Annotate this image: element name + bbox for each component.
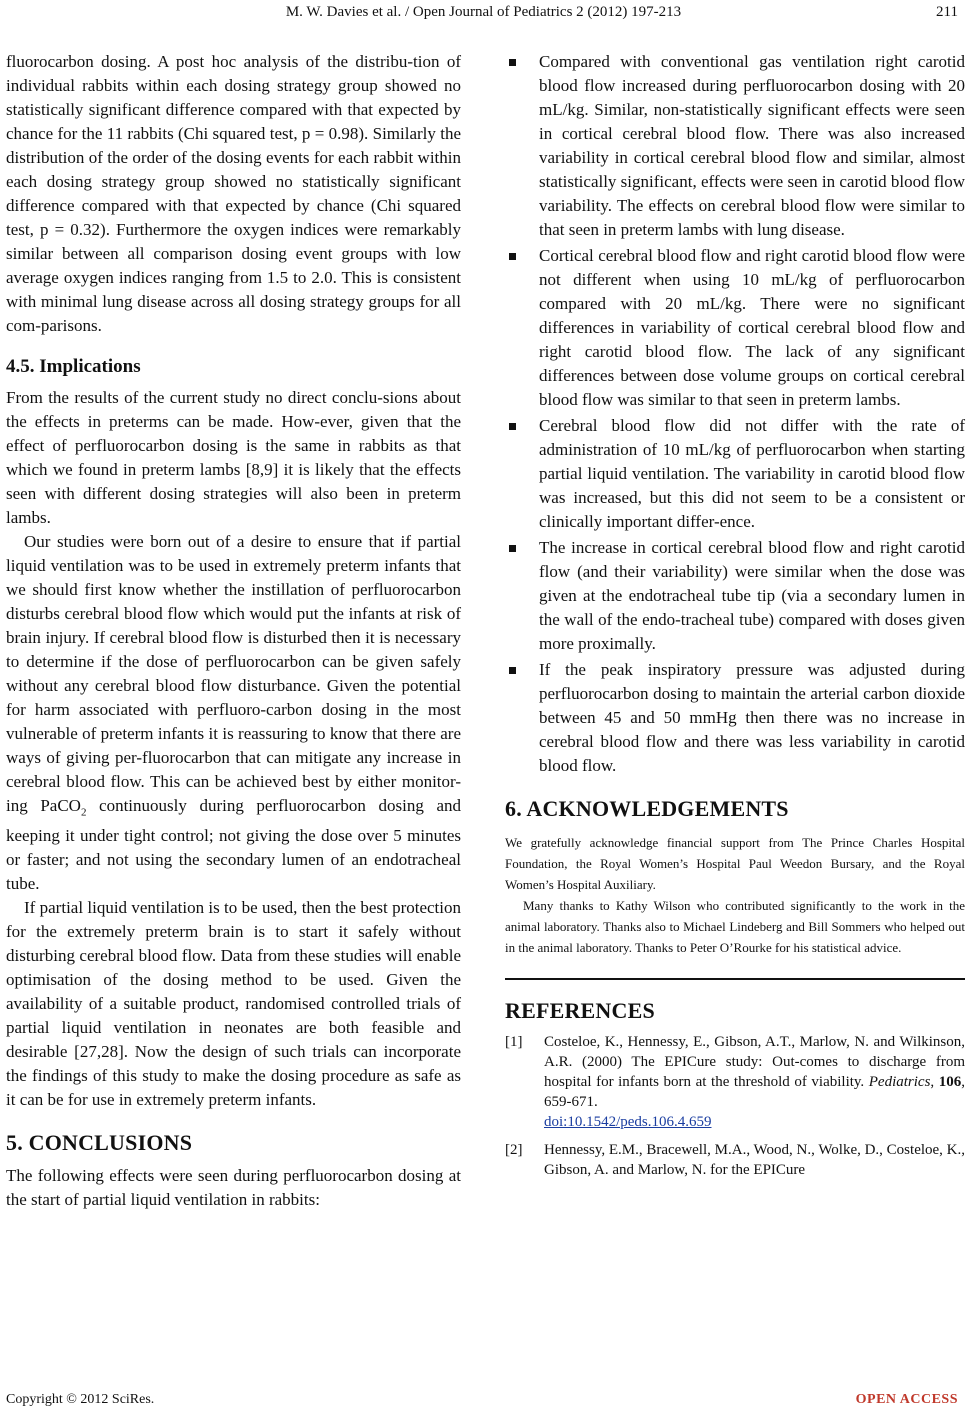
list-item xyxy=(505,414,965,534)
page-footer xyxy=(0,1390,967,1414)
section-heading-references: REFERENCES xyxy=(505,998,655,1023)
list-item xyxy=(505,658,965,778)
reference-number: [2] xyxy=(505,1142,523,1158)
reference-text: Costeloe, K., Hennessy, E., Gibson, A.T., Marlow, N. and Wilkinson, A.R. (2000) The EPICure study: Out-comes to discharge from hospital for infants born at the threshold of viability. xyxy=(544,1034,965,1090)
list-item xyxy=(505,50,965,242)
divider xyxy=(505,978,965,980)
reference-number: [1] xyxy=(505,1034,523,1050)
paragraph xyxy=(6,530,461,896)
square-bullet-icon xyxy=(509,545,516,552)
square-bullet-icon xyxy=(509,59,516,66)
reference-text: Hennessy, E.M., Bracewell, M.A., Wood, N., Wolke, D., Costeloe, K., Gibson, A. and Marlow, N. for the EPICure xyxy=(544,1142,966,1178)
list-item xyxy=(505,536,965,656)
list-item-text: Cortical cerebral blood flow and right carotid blood flow were not different when using 10 mL/kg of perfluorocarbon compared with 20 mL/kg. There were no significant differences in variability of cortical cerebral blood flow and right carotid blood flow. The lack of any significant differences between dose volume groups on cortical cerebral blood flow was similar to that seen in preterm lambs. xyxy=(539,246,965,409)
paragraph: The following effects were seen during perfluorocarbon dosing at the start of partial liquid ventilation in rabbits: xyxy=(6,1166,461,1210)
list-item-text: Cerebral blood flow did not differ with the rate of administration of 10 mL/kg of perfluorocarbon when starting partial liquid ventilation. The variability in carotid blood flow was increased, but this did not seem to be a consistent or clinically important differ-ence. xyxy=(539,416,965,531)
section-heading-conclusions: 5. CONCLUSIONS xyxy=(6,1130,193,1156)
conclusions-list xyxy=(505,50,965,778)
volume-number: 106 xyxy=(938,1074,962,1090)
reference-item xyxy=(505,1032,965,1132)
text-run: continuously during perfluorocarbon dosing and keeping it under tight control; not giving the dose over 5 minutes or faster; and not using the secondary lumen of an endotracheal tube. xyxy=(6,796,461,894)
journal-name: Pediatrics xyxy=(868,1074,931,1090)
running-title: M. W. Davies et al. / Open Journal of Pediatrics 2 (2012) 197-213 xyxy=(285,4,682,20)
acknowledgement-paragraph: Many thanks to Kathy Wilson who contributed significantly to the work in the animal laboratory. Thanks also to Michael Lindeberg and Bill Sommers who helped out in the animal laboratory. Thanks to Peter O’Rourke for his statistical advice. xyxy=(505,898,965,955)
doi-link[interactable]: doi:10.1542/peds.106.4.659 xyxy=(544,1114,712,1130)
reference-text: , xyxy=(930,1074,939,1090)
page-number: 211 xyxy=(936,4,958,20)
paragraph: fluorocarbon dosing. A post hoc analysis of the distribu-tion of individual rabbits within each dosing strategy group showed no statistically significant difference compared with that expected by chance for the 11 rabbits (Chi squared test, p = 0.98). Similarly the distribution of the order of the dosing events for each rabbit within each dosing strategy group showed no statistically significant difference compared with that expected by chance (Chi squared test, p = 0.32). Furthermore the oxygen indices were remarkably similar between all comparison dosing event groups with low average oxygen indices ranging from 1.5 to 2.0. This is consistent with minimal lung disease across all dosing strategy groups for all com-parisons. xyxy=(6,52,461,335)
page-header xyxy=(0,0,967,24)
reference-item xyxy=(505,1140,965,1180)
list-item-text: If the peak inspiratory pressure was adjusted during perfluorocarbon dosing to maintain the arterial carbon dioxide between 45 and 50 mmHg then there was no increase in cerebral blood flow and there was less variability in carotid blood flow. xyxy=(539,660,965,775)
right-column xyxy=(505,50,965,1180)
square-bullet-icon xyxy=(509,253,516,260)
list-item-text: Compared with conventional gas ventilation right carotid blood flow increased during perfluorocarbon dosing with 20 mL/kg. Similar, non-statistically significant effects were seen in cortical cerebral blood flow. There was also increased variability in cortical cerebral blood flow and similar, almost statistically significant, effects were seen in carotid blood flow variability. The effects on cerebral blood flow were similar to that seen in preterm lambs with lung disease. xyxy=(539,52,965,239)
paragraph: From the results of the current study no direct conclu-sions about the effects in preterms can be made. How-ever, given that the effect of perfluorocarbon dosing is the same in rabbits as that which we found in preterm lambs [8,9] it is likely that the effects seen with different dosing strategies will also been in preterm lambs. xyxy=(6,388,461,527)
acknowledgement-paragraph: We gratefully acknowledge financial support from The Prince Charles Hospital Foundation, the Royal Women’s Hospital Paul Weedon Bursary, and the Royal Women’s Hospital Auxiliary. xyxy=(505,835,965,892)
section-heading-acknowledgements: 6. ACKNOWLEDGEMENTS xyxy=(505,796,789,821)
square-bullet-icon xyxy=(509,423,516,430)
left-column xyxy=(6,50,461,1212)
paragraph: If partial liquid ventilation is to be used, then the best protection for the extremely preterm brain is to start it safely without disturbing cerebral blood flow. Data from these studies will enable optimisation of the dosing method to be used. Given the availability of a suitable product, randomised controlled trials of partial liquid ventilation in neonates are both feasible and desirable [27,28]. Now the design of such trials can incorporate the findings of this study to make the dosing procedure as safe as it can be for use in extremely preterm infants. xyxy=(6,898,461,1110)
section-heading-implications: 4.5. Implications xyxy=(6,356,141,377)
list-item-text: The increase in cortical cerebral blood flow and right carotid flow (and their variability) were similar when the dose was given at the endotracheal tube tip (via a secondary lumen in the wall of the endo-tracheal tube) compared with doses given more proximally. xyxy=(539,538,965,653)
list-item xyxy=(505,244,965,412)
subscript: 2 xyxy=(80,806,87,819)
open-access-label: OPEN ACCESS xyxy=(855,1392,958,1407)
reference-text: , 659-671. xyxy=(544,1074,965,1110)
text-run: Our studies were born out of a desire to ensure that if partial liquid ventilation was to be used in extremely preterm infants that we should first know whether the instillation of perfluorocarbon disturbs cerebral blood flow which would put the infants at risk of brain injury. If cerebral blood flow is disturbed then it is necessary to determine if the dose of perfluorocarbon can be given safely without any cerebral blood flow disturbance. Given the potential for harm associated with perfluoro-carbon dosing in the most vulnerable of preterm infants it is reassuring to know that there are ways of giving per-fluorocarbon that can mitigate any increase in cerebral blood flow. This can be achieved best by either monitor-ing PaCO xyxy=(6,532,461,815)
square-bullet-icon xyxy=(509,667,516,674)
copyright-notice: Copyright © 2012 SciRes. xyxy=(6,1392,155,1407)
